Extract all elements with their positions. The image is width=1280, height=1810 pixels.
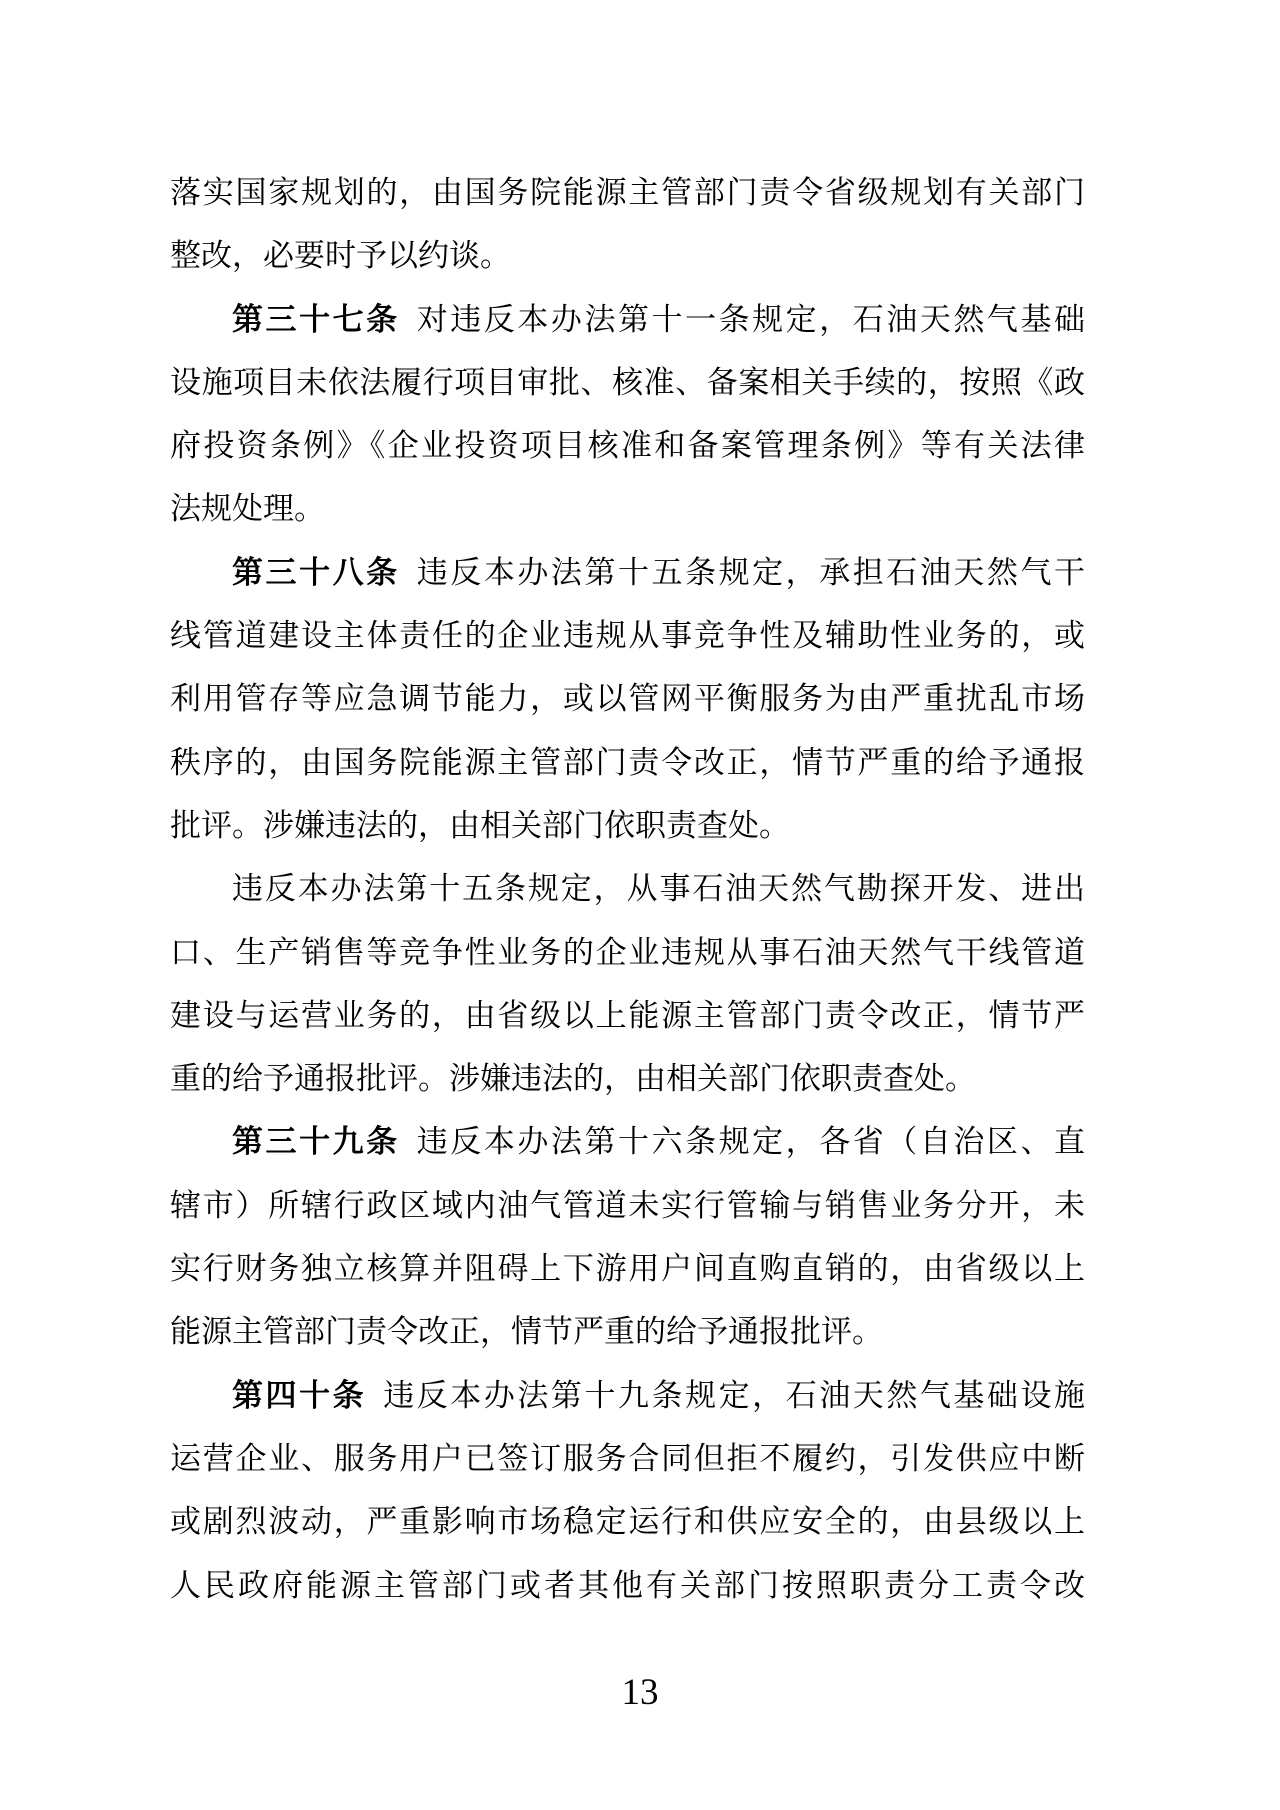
article-number: 第四十条: [232, 1377, 367, 1413]
paragraph: [170, 1110, 1085, 1363]
text-line: 重的给予通报批评。涉嫌违法的，由相关部门依职责查处。: [170, 1061, 976, 1097]
text-line: 能源主管部门责令改正，情节严重的给予通报批评。: [170, 1314, 883, 1350]
paragraph: [170, 857, 1085, 1110]
text-line: 批评。涉嫌违法的，由相关部门依职责查处。: [170, 807, 790, 843]
text-line: 落实国家规划的，由国务院能源主管部门责令省级规划有关部门: [170, 175, 1085, 210]
article-number: 第三十七条: [232, 301, 400, 337]
text-line: 运营企业、服务用户已签订服务合同但拒不履约，引发供应中断: [170, 1440, 1085, 1476]
line-text: 违反本办法第十六条规定，各省（自治区、直: [416, 1124, 1086, 1160]
text-line: [170, 1110, 1085, 1173]
text-line: 建设与运营业务的，由省级以上能源主管部门责令改正，情节严: [170, 997, 1085, 1033]
paragraph: [170, 1364, 1085, 1617]
text-line: [170, 1364, 1085, 1427]
text-line: 整改，必要时予以约谈。: [170, 238, 511, 274]
paragraph: [170, 541, 1085, 857]
text-line: 秩序的，由国务院能源主管部门责令改正，情节严重的给予通报: [170, 744, 1085, 780]
text-line: 设施项目未依法履行项目审批、核准、备案相关手续的，按照《政: [170, 364, 1085, 400]
text-line: 违反本办法第十五条规定，从事石油天然气勘探开发、进出: [232, 871, 1085, 907]
line-text: 违反本办法第十九条规定，石油天然气基础设施: [383, 1377, 1086, 1413]
text-line: [170, 541, 1085, 604]
article-number: 第三十八条: [232, 554, 400, 590]
line-text: 对违反本办法第十一条规定，石油天然气基础: [416, 301, 1086, 337]
text-line: 辖市）所辖行政区域内油气管道未实行管输与销售业务分开，未: [170, 1187, 1085, 1223]
text-line: 口、生产销售等竞争性业务的企业违规从事石油天然气干线管道: [170, 934, 1085, 970]
line-text: 违反本办法第十五条规定，承担石油天然气干: [416, 554, 1086, 590]
paragraph: [170, 161, 1085, 288]
article-number: 第三十九条: [232, 1124, 400, 1160]
text-line: [170, 288, 1085, 351]
text-line: 实行财务独立核算并阻碍上下游用户间直购直销的，由省级以上: [170, 1251, 1085, 1287]
text-line: 法规处理。: [170, 491, 325, 527]
text-line: 利用管存等应急调节能力，或以管网平衡服务为由严重扰乱市场: [170, 681, 1085, 717]
paragraph: [170, 288, 1085, 541]
document-body: [170, 161, 1085, 1617]
text-line: 府投资条例》《企业投资项目核准和备案管理条例》等有关法律: [170, 428, 1085, 464]
text-line: 线管道建设主体责任的企业违规从事竞争性及辅助性业务的，或: [170, 618, 1085, 654]
page-number: 13: [621, 1672, 659, 1713]
text-line: 人民政府能源主管部门或者其他有关部门按照职责分工责令改: [170, 1567, 1085, 1603]
text-line: 或剧烈波动，严重影响市场稳定运行和供应安全的，由县级以上: [170, 1504, 1085, 1540]
